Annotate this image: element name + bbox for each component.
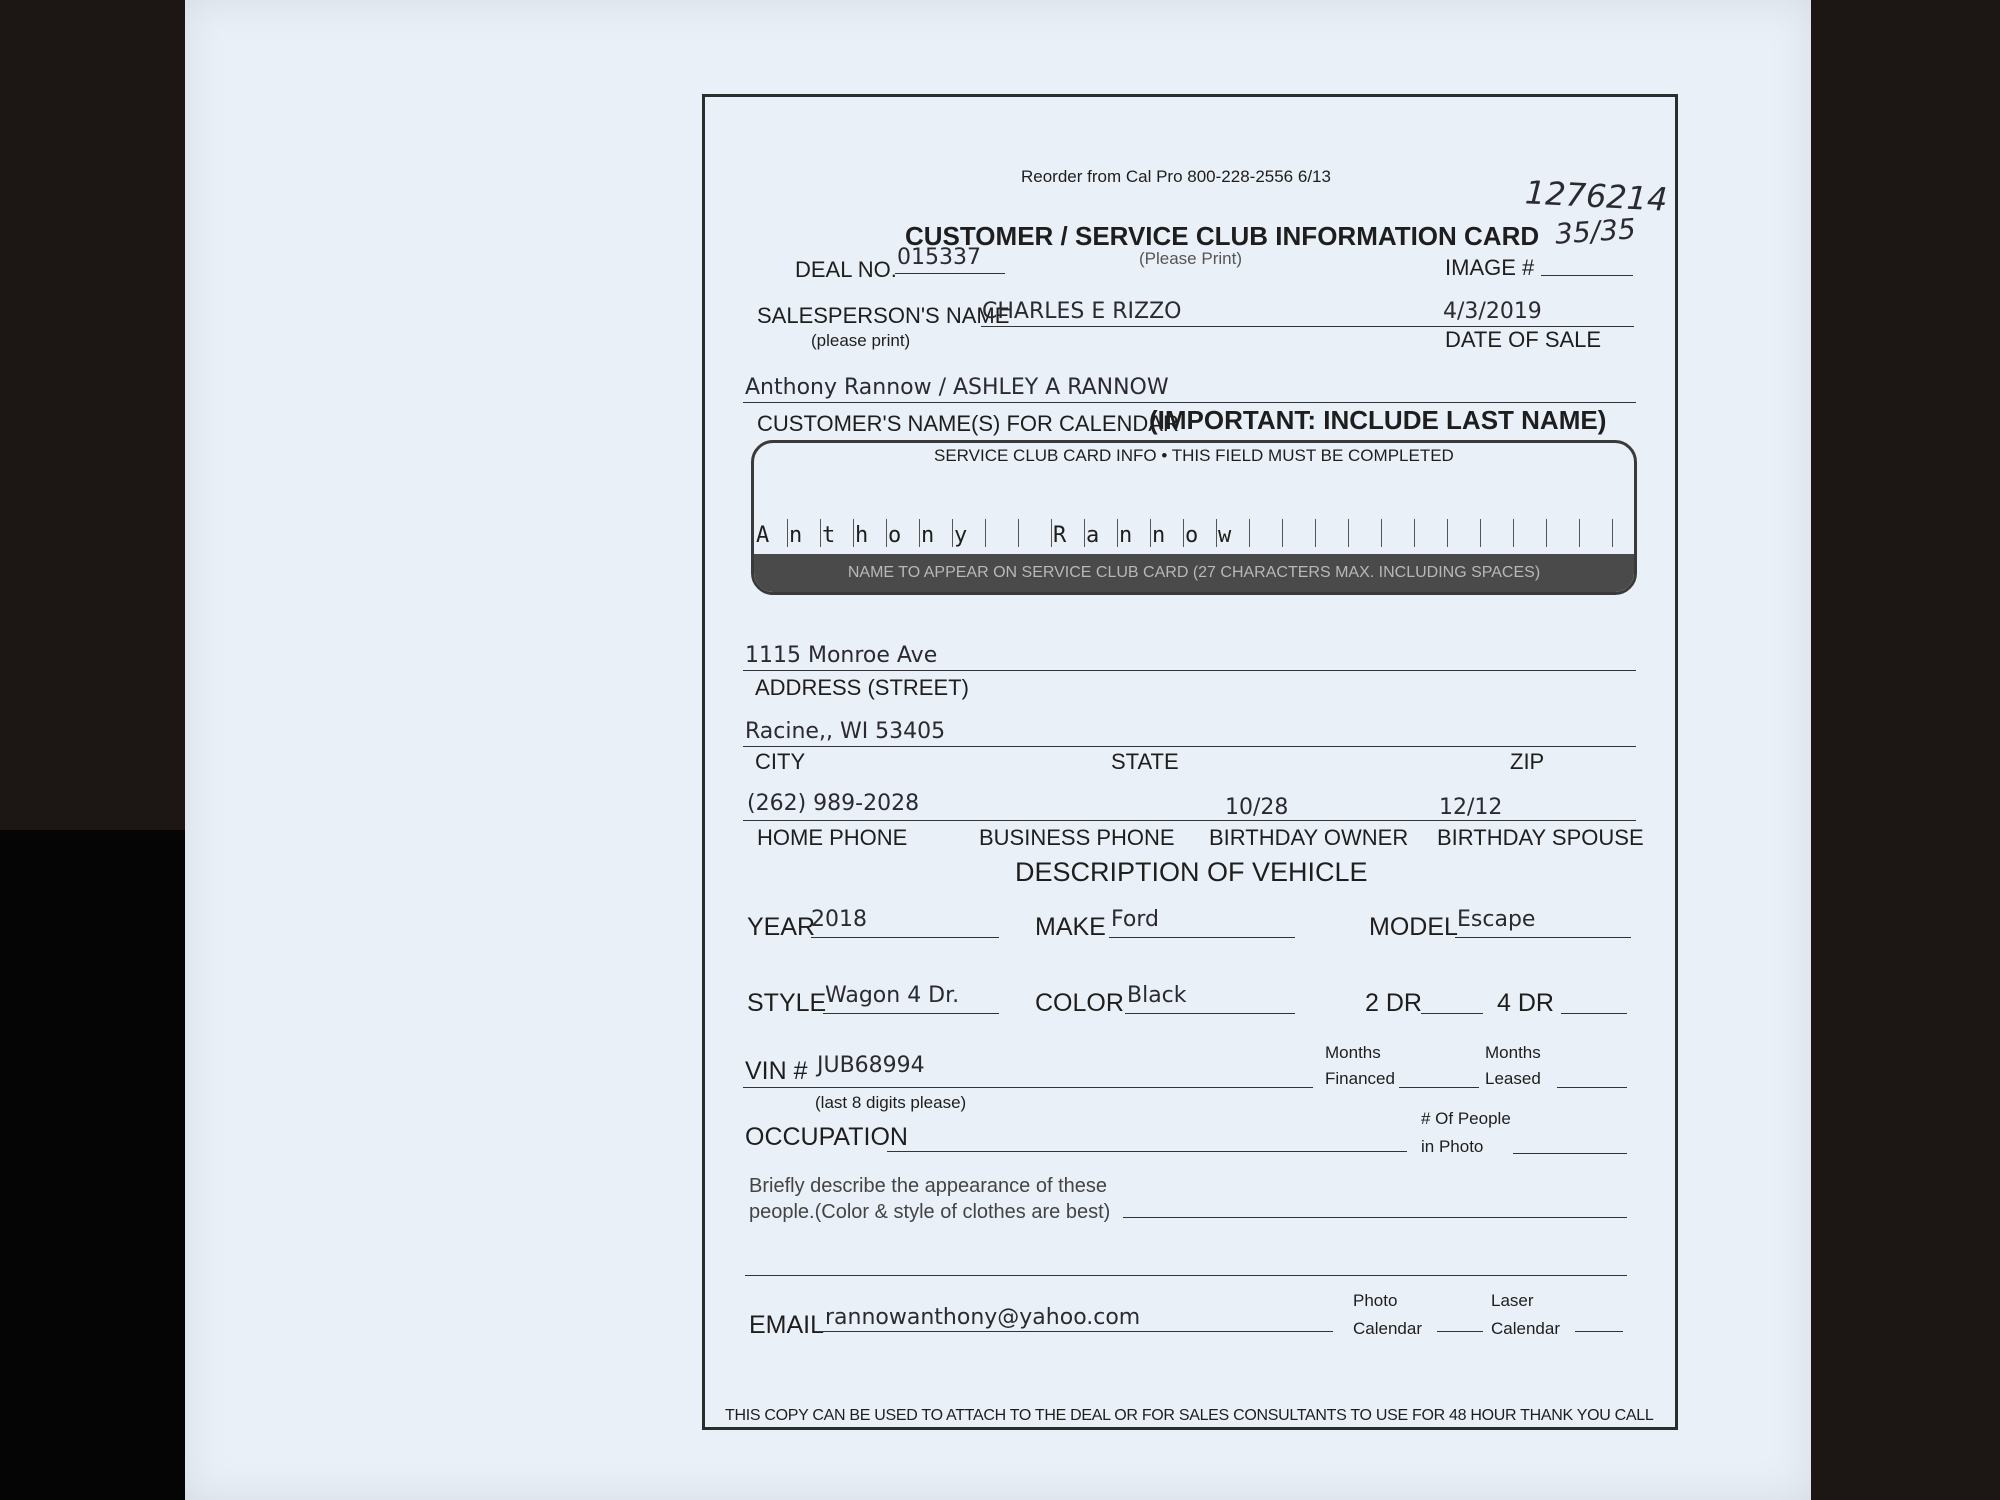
character-tick [1150,519,1151,547]
character-tick [1183,519,1184,547]
card-char: t [822,523,836,548]
months-financed-label-1: Months [1325,1043,1381,1062]
photo-calendar-label-2: Calendar [1353,1319,1422,1338]
color-value[interactable]: Black [1127,983,1187,1008]
service-card-band: NAME TO APPEAR ON SERVICE CLUB CARD (27 CHARACTERS MAX. INCLUDING SPACES) [754,554,1634,592]
character-tick [1315,519,1316,547]
character-tick [1051,519,1052,547]
card-char: n [921,523,935,548]
card-char: o [1185,523,1199,548]
character-tick [1480,519,1481,547]
character-tick [1282,519,1283,547]
card-char: R [1053,523,1067,548]
four-door-label: 4 DR [1497,989,1554,1017]
customer-names-line [743,402,1636,403]
home-phone-label: HOME PHONE [757,825,908,850]
image-number-line [1541,275,1633,276]
occupation-label: OCCUPATION [745,1123,908,1151]
months-leased-label-2: Leased [1485,1069,1541,1088]
home-phone-value[interactable]: (262) 989-2028 [747,791,920,816]
character-tick [820,519,821,547]
card-char: w [1218,523,1232,548]
email-line [823,1331,1333,1332]
character-tick [1447,519,1448,547]
two-door-label: 2 DR [1365,989,1422,1017]
handwritten-fraction: 35/35 [1553,212,1637,251]
style-value[interactable]: Wagon 4 Dr. [825,983,960,1008]
character-tick [1084,519,1085,547]
style-line [823,1013,999,1014]
model-value[interactable]: Escape [1457,907,1536,932]
character-tick [1249,519,1250,547]
service-card-heading: SERVICE CLUB CARD INFO • THIS FIELD MUST BE COMPLETED [934,446,1454,465]
salesperson-label: SALESPERSON'S NAME [757,303,1010,328]
character-tick [1513,519,1514,547]
character-tick [919,519,920,547]
address-label: ADDRESS (STREET) [755,675,969,700]
laser-calendar-label-1: Laser [1491,1291,1534,1310]
character-tick [1018,519,1019,547]
deal-no-line [895,273,1005,274]
describe-line-b[interactable] [745,1275,1627,1276]
email-value[interactable]: rannowanthony@yahoo.com [825,1305,1141,1330]
card-char: o [888,523,902,548]
character-tick [1348,519,1349,547]
city-state-zip-value[interactable]: Racine,, WI 53405 [745,719,946,744]
zip-label: ZIP [1510,749,1545,774]
vin-line [743,1087,1313,1088]
handwritten-number: 1276214 [1524,173,1669,219]
months-leased-label-1: Months [1485,1043,1541,1062]
character-tick [787,519,788,547]
occupation-line[interactable] [887,1151,1407,1152]
describe-line-a[interactable] [1123,1217,1627,1218]
make-line [1109,937,1295,938]
important-note: (IMPORTANT: INCLUDE LAST NAME) [1149,405,1607,435]
footer-note: THIS COPY CAN BE USED TO ATTACH TO THE DEAL OR FOR SALES CONSULTANTS TO USE FOR 48 HOUR THANK YOU CALL [725,1407,1654,1424]
character-tick [1216,519,1217,547]
photo-calendar-label-1: Photo [1353,1291,1398,1310]
date-of-sale-label: DATE OF SALE [1445,327,1602,352]
birthday-owner-label: BIRTHDAY OWNER [1209,825,1409,850]
card-char: n [1152,523,1166,548]
salesperson-value[interactable]: CHARLES E RIZZO [982,299,1182,324]
deal-no-value[interactable]: 015337 [897,245,981,270]
phones-line [743,820,1636,821]
please-print-note: (Please Print) [1139,249,1242,268]
months-leased-line[interactable] [1557,1087,1627,1088]
character-tick [886,519,887,547]
state-label: STATE [1111,749,1179,774]
vehicle-heading: DESCRIPTION OF VEHICLE [1015,857,1368,887]
describe-line-2: people.(Color & style of clothes are best) [749,1201,1111,1223]
make-label: MAKE [1035,913,1106,941]
customer-names-label: CUSTOMER'S NAME(S) FOR CALENDAR [757,411,1179,436]
business-phone-label: BUSINESS PHONE [979,825,1175,850]
model-line [1455,937,1631,938]
vin-sublabel: (last 8 digits please) [815,1093,967,1112]
character-tick [1546,519,1547,547]
character-tick [985,519,986,547]
laser-calendar-label-2: Calendar [1491,1319,1560,1338]
people-in-photo-line[interactable] [1513,1153,1627,1154]
card-char: h [855,523,869,548]
vin-label: VIN # [745,1057,808,1085]
describe-line-1: Briefly describe the appearance of these [749,1175,1107,1197]
card-title: CUSTOMER / SERVICE CLUB INFORMATION CARD [905,221,1540,251]
information-card [702,94,1678,1430]
months-financed-line[interactable] [1399,1087,1479,1088]
city-line [743,746,1636,747]
service-club-card-box [751,440,1637,595]
four-door-line[interactable] [1561,1013,1627,1014]
vin-value[interactable]: JUB68994 [817,1053,925,1078]
character-tick [853,519,854,547]
months-financed-label-2: Financed [1325,1069,1395,1088]
birthday-spouse-value[interactable]: 12/12 [1439,795,1503,820]
reorder-text: Reorder from Cal Pro 800-228-2556 6/13 [1021,167,1331,186]
email-label: EMAIL [749,1311,825,1339]
photo-calendar-line[interactable] [1437,1331,1483,1332]
paper-sheet [185,0,1811,1500]
customer-names-value[interactable]: Anthony Rannow / ASHLEY A RANNOW [745,375,1169,400]
character-tick [1381,519,1382,547]
birthday-owner-value[interactable]: 10/28 [1225,795,1289,820]
color-line [1125,1013,1295,1014]
laser-calendar-line[interactable] [1575,1331,1623,1332]
character-tick [952,519,953,547]
character-tick [1612,519,1613,547]
people-in-photo-label-1: # Of People [1421,1109,1511,1128]
year-label: YEAR [747,913,816,941]
character-tick [1414,519,1415,547]
address-line [743,670,1636,671]
date-of-sale-value[interactable]: 4/3/2019 [1443,299,1542,324]
character-tick [1579,519,1580,547]
card-char: A [756,523,770,548]
salesperson-sublabel: (please print) [811,331,911,350]
image-number-label: IMAGE # [1445,255,1535,280]
address-value[interactable]: 1115 Monroe Ave [745,643,938,668]
people-in-photo-label-2: in Photo [1421,1137,1484,1156]
color-label: COLOR [1035,989,1124,1017]
card-char: n [1119,523,1133,548]
city-label: CITY [755,749,806,774]
model-label: MODEL [1369,913,1458,941]
birthday-spouse-label: BIRTHDAY SPOUSE [1437,825,1644,850]
year-value[interactable]: 2018 [811,907,867,932]
character-tick [1117,519,1118,547]
card-char: n [789,523,803,548]
two-door-line[interactable] [1421,1013,1483,1014]
card-char: a [1086,523,1100,548]
style-label: STYLE [747,989,827,1017]
year-line [811,937,999,938]
card-char: y [954,523,968,548]
make-value[interactable]: Ford [1111,907,1159,932]
deal-no-label: DEAL NO. [795,257,897,282]
